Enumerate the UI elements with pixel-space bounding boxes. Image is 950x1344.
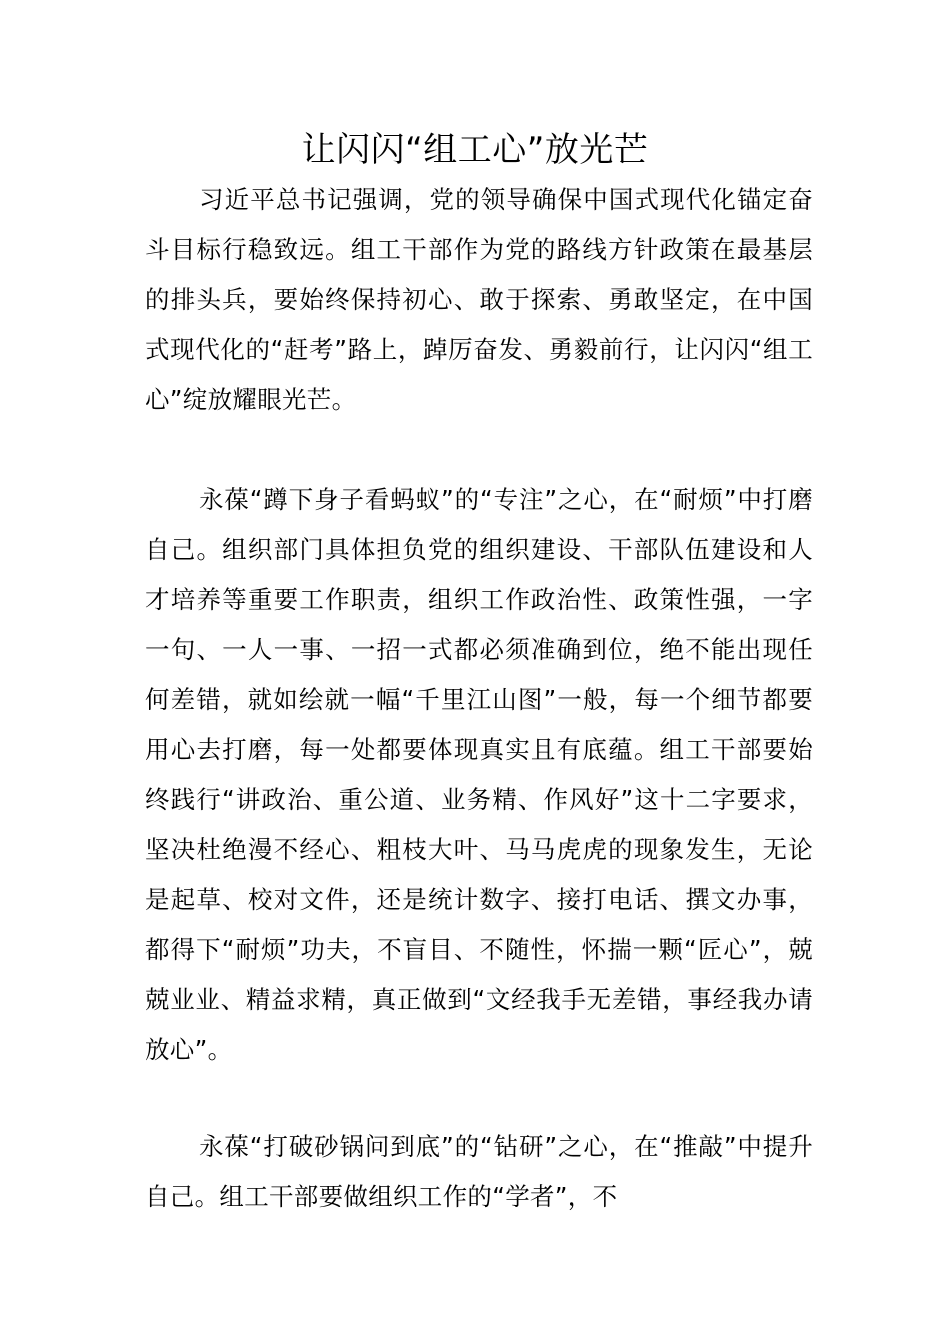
- paragraph-2: 永葆“蹲下身子看蚂蚁”的“专注”之心，在“耐烦”中打磨自己。组织部门具体担负党的组织建设、干部队伍建设和人才培养等重要工作职责，组织工作政治性、政策性强，一字一句、一人一事、一招一式都必须准确到位，绝不能出现任何差错，就如绘就一幅“千里江山图”一般，每一个细节都要用心去打磨，每一处都要体现真实且有底蕴。组工干部要始终践行“讲政治、重公道、业务精、作风好”这十二字要求，坚决杜绝漫不经心、粗枝大叶、马马虎虎的现象发生，无论是起草、校对文件，还是统计数字、接打电话、撰文办事，都得下“耐烦”功夫，不盲目、不随性，怀揣一颗“匠心”，兢兢业业、精益求精，真正做到“文经我手无差错，事经我办请放心”。: [145, 485, 813, 1064]
- paragraph-3: 永葆“打破砂锅问到底”的“钻研”之心，在“推敲”中提升自己。组工干部要做组织工作的“学者”，不: [145, 1132, 813, 1211]
- page-title: 让闪闪“组工心”放光芒: [301, 130, 649, 170]
- paragraph-1: 习近平总书记强调，党的领导确保中国式现代化锚定奋斗目标行稳致远。组工干部作为党的路线方针政策在最基层的排头兵，要始终保持初心、敢于探索、勇敢坚定，在中国式现代化的“赶考”路上，踔厉奋发、勇毅前行，让闪闪“组工心”绽放耀眼光芒。: [145, 185, 813, 414]
